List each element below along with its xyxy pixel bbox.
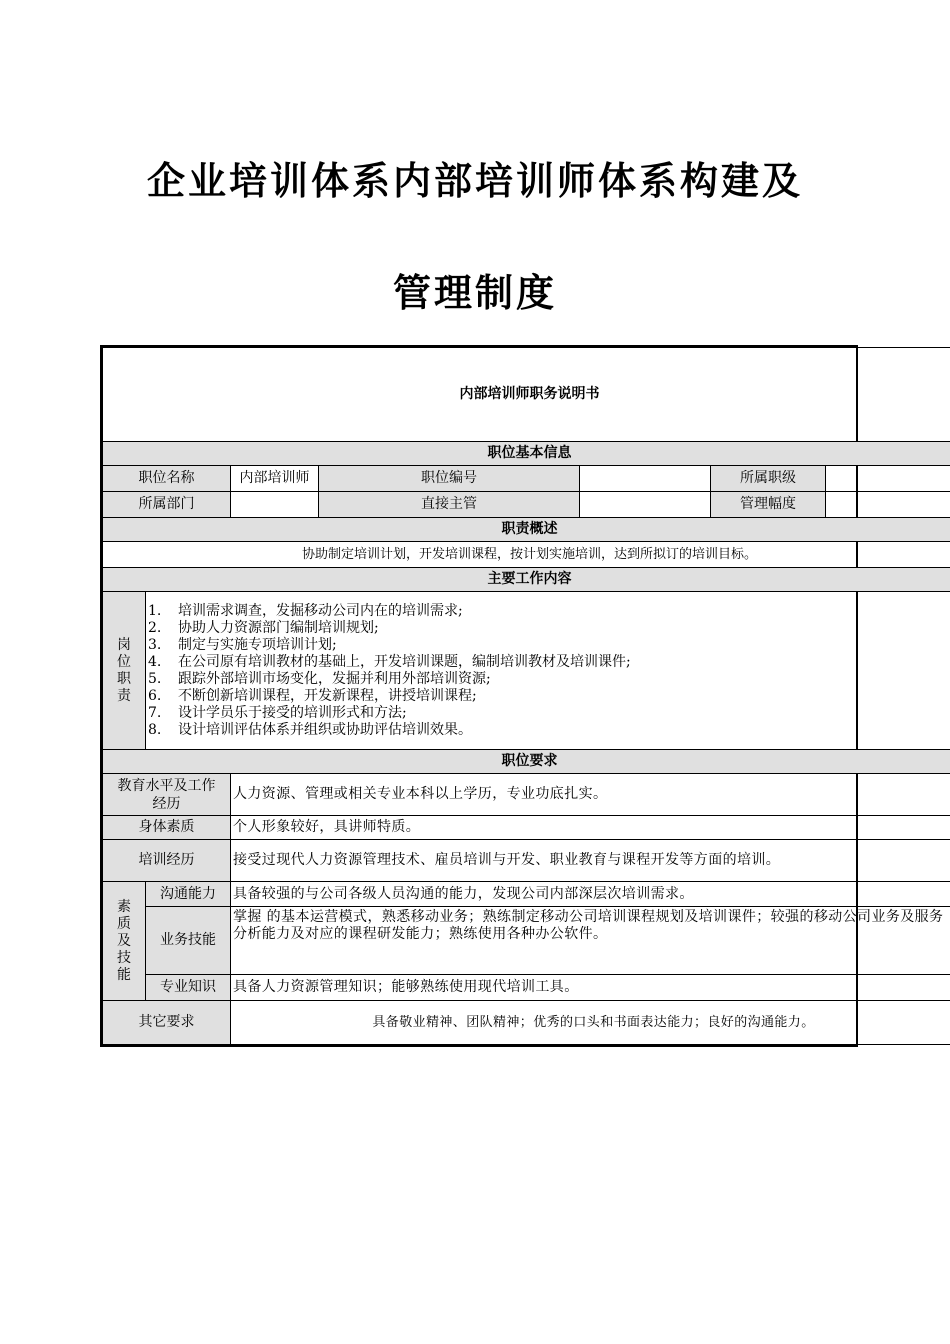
form-title: 内部培训师职务说明书 [103,348,950,442]
other-value: 具备敬业精神、团队精神；优秀的口头和书面表达能力；良好的沟通能力。 [231,1001,950,1045]
duty-item: 6. 不断创新培训课程，开发新课程，讲授培训课程; [148,687,477,704]
supervisor-value [580,492,711,518]
duties-label-char: 职 [117,670,131,687]
business-label: 业务技能 [146,907,231,975]
communication-value: 具备较强的与公司各级人员沟通的能力，发现公司内部深层次培训需求。 [231,882,950,907]
position-code-value [580,466,711,492]
knowledge-value: 具备人力资源管理知识；能够熟练使用现代培训工具。 [231,975,950,1001]
position-name-label: 职位名称 [103,466,231,492]
document-title-line1: 企业培训体系内部培训师体系构建及 [146,158,803,203]
duty-item: 4. 在公司原有培训教材的基础上，开发培训课题，编制培训教材及培训课件; [148,653,631,670]
grade-value [826,466,950,492]
department-label: 所属部门 [103,492,231,518]
quality-label-char: 及 [117,932,131,949]
training-label: 培训经历 [103,840,231,882]
section-main-work: 主要工作内容 [103,568,950,592]
business-value: 掌握 的基本运营模式，熟悉移动业务；熟练制定移动公司培训课程规划及培训课件；较强的移动公司业务及服务分析能力及对应的课程研发能力；熟练使用各种办公软件。 [231,907,950,975]
span-label: 管理幅度 [711,492,826,518]
physical-label: 身体素质 [103,816,231,840]
span-value [826,492,950,518]
duty-item: 5. 跟踪外部培训市场变化，发掘并利用外部培训资源; [148,670,491,687]
education-label: 教育水平及工作经历 [103,774,231,816]
other-label: 其它要求 [103,1001,231,1045]
communication-label: 沟通能力 [146,882,231,907]
duties-label-char: 岗 [117,636,131,653]
section-duty-overview: 职责概述 [103,518,950,542]
duty-item: 3. 制定与实施专项培训计划; [148,636,337,653]
quality-label-char: 技 [117,949,131,966]
quality-vertical-label [103,882,146,1001]
education-value: 人力资源、管理或相关专业本科以上学历，专业功底扎实。 [231,774,950,816]
overview-text: 协助制定培训计划，开发培训课程，按计划实施培训，达到所拟订的培训目标。 [103,542,950,568]
duty-item: 7. 设计学员乐于接受的培训形式和方法; [148,704,407,721]
knowledge-label: 专业知识 [146,975,231,1001]
supervisor-label: 直接主管 [319,492,580,518]
section-basic-info: 职位基本信息 [103,442,950,466]
grade-label: 所属职级 [711,466,826,492]
quality-label-char: 能 [117,966,131,983]
duties-label-char: 位 [117,653,131,670]
duties-list [146,592,950,750]
document-title-line2: 管理制度 [392,270,557,315]
duty-item: 2. 协助人力资源部门编制培训规划; [148,619,379,636]
quality-label-char: 质 [117,915,131,932]
section-requirements: 职位要求 [103,750,950,774]
quality-label-char: 素 [117,898,131,915]
training-value: 接受过现代人力资源管理技术、雇员培训与开发、职业教育与课程开发等方面的培训。 [231,840,950,882]
duties-vertical-label [103,592,146,750]
job-description-table [102,347,950,1045]
duty-item: 1. 培训需求调查，发掘移动公司内在的培训需求; [148,602,463,619]
position-name-value: 内部培训师 [231,466,319,492]
position-code-label: 职位编号 [319,466,580,492]
physical-value: 个人形象较好，具讲师特质。 [231,816,950,840]
duties-label-char: 责 [117,687,131,704]
duty-item: 8. 设计培训评估体系并组织或协助评估培训效果。 [148,721,472,738]
department-value [231,492,319,518]
